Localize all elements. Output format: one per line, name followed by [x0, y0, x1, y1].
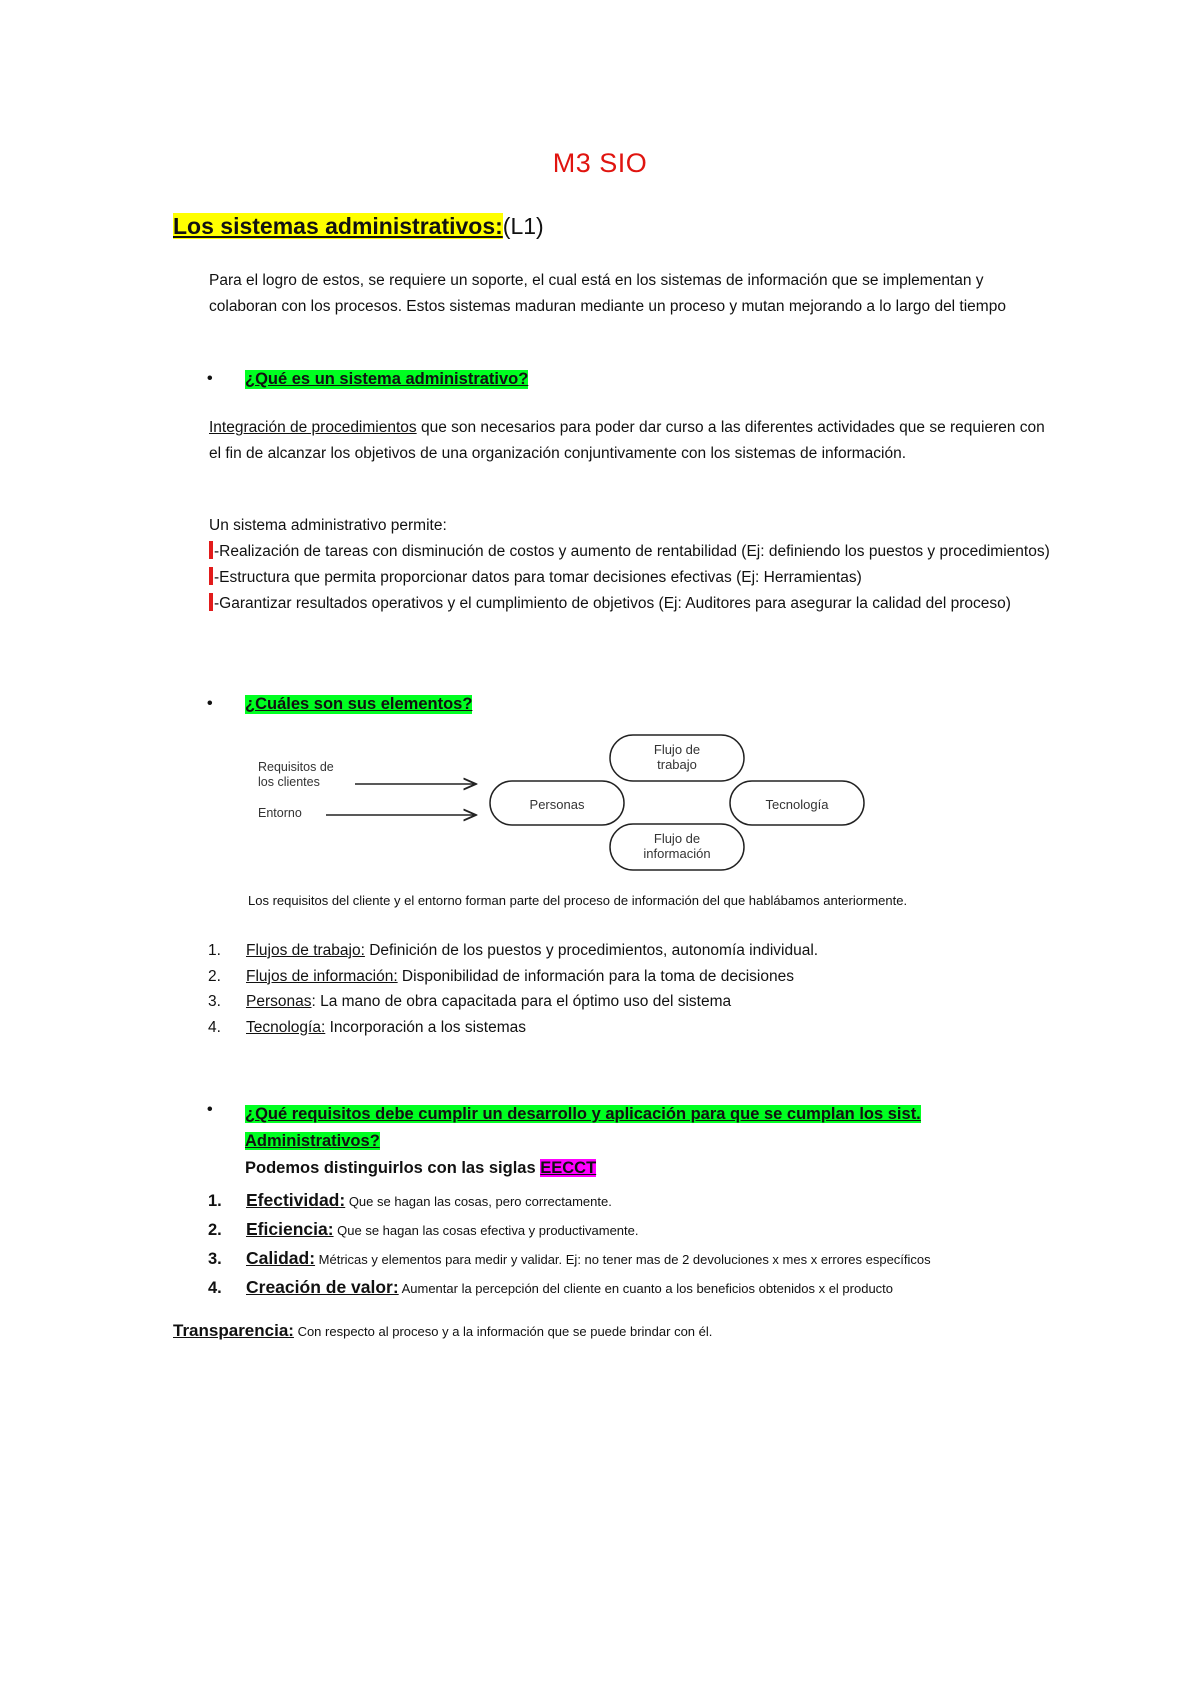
list-item: 2. Flujos de información: Disponibilidad de información para la toma de decisiones: [208, 967, 794, 985]
section-heading-text: Los sistemas administrativos:: [173, 213, 503, 239]
definition-term: Integración de procedimientos: [209, 419, 417, 436]
permite-item: -Garantizar resultados operativos y el cumplimiento de objetivos (Ej: Auditores para asegurar la calidad del proceso): [209, 591, 1069, 617]
permite-item: -Estructura que permita proporcionar datos para tomar decisiones efectivas (Ej: Herramientas): [209, 565, 1069, 591]
list-item: 2. Eficiencia: Que se hagan las cosas efectiva y productivamente.: [208, 1219, 639, 1239]
list-item: 4. Tecnología: Incorporación a los sistemas: [208, 1018, 527, 1036]
node-personas-label: Personas: [529, 797, 585, 812]
node-flujo-informacion-label: información: [643, 846, 711, 861]
question-3: [207, 1101, 921, 1182]
section-heading: [173, 213, 544, 240]
question-3-line1: ¿Qué requisitos debe cumplir un desarrollo y aplicación para que se cumplan los sist.: [245, 1105, 921, 1123]
acronym-badge: EECCT: [540, 1159, 597, 1177]
diagram-caption: Los requisitos del cliente y el entorno forman parte del proceso de información del que hablábamos anteriormente.: [248, 893, 908, 908]
question-3-line3: Podemos distinguirlos con las siglas: [245, 1159, 541, 1177]
diagram-input-label: Entorno: [258, 806, 302, 820]
transparencia-line: [173, 1321, 712, 1341]
diagram-input-label: Requisitos de: [258, 760, 334, 774]
node-flujo-informacion-label: Flujo de: [653, 831, 701, 846]
intro-paragraph: Para el logro de estos, se requiere un soporte, el cual está en los sistemas de información que se implementan y colaboran con los procesos. Estos sistemas maduran mediante un proceso y mutan mejorando a lo largo del tiempo: [209, 272, 1006, 315]
question-1: [207, 370, 528, 389]
permite-block: [209, 513, 1069, 617]
question-2: [207, 695, 472, 714]
transparencia-desc: Con respecto al proceso y a la información que se puede brindar con él.: [293, 1324, 713, 1339]
red-marker-icon: [209, 567, 213, 585]
section-heading-suffix: (L1): [502, 213, 544, 239]
permite-lead: Un sistema administrativo permite:: [209, 517, 447, 534]
list-item: 1. Flujos de trabajo: Definición de los puestos y procedimientos, autonomía individual.: [208, 942, 819, 959]
definition-paragraph: [209, 415, 1049, 467]
list-item: 3. Personas: La mano de obra capacitada para el óptimo uso del sistema: [208, 993, 732, 1010]
page-title: M3 SIO: [552, 148, 648, 178]
requirements-list: [208, 1186, 931, 1302]
bullet-icon: •: [207, 695, 213, 712]
node-tecnologia-label: Tecnología: [765, 797, 829, 812]
list-item: 4. Creación de valor: Aumentar la percepción del cliente en cuanto a los beneficios obtenidos x el producto: [208, 1277, 894, 1297]
elements-list: [208, 938, 818, 1040]
list-item: 1. Efectividad: Que se hagan las cosas, pero correctamente.: [208, 1190, 612, 1210]
definition-text: que son necesarios para poder dar curso a las diferentes actividades que se requieren con el fin de alcanzar los objetivos de una organización conjuntivamente con los sistemas de información.: [209, 419, 1045, 462]
bullet-icon: •: [207, 370, 213, 387]
question-1-text: ¿Qué es un sistema administrativo?: [245, 370, 529, 388]
diagram-input-label: los clientes: [258, 775, 320, 789]
red-marker-icon: [209, 541, 213, 559]
node-flujo-trabajo-label: trabajo: [657, 757, 697, 772]
elements-diagram: [240, 728, 880, 876]
permite-item: -Realización de tareas con disminución de costos y aumento de rentabilidad (Ej: definiendo los puestos y procedimientos): [209, 539, 1069, 565]
transparencia-term: Transparencia:: [173, 1321, 294, 1340]
node-flujo-trabajo-label: Flujo de: [653, 742, 701, 757]
bullet-icon: •: [207, 1101, 213, 1118]
question-2-text: ¿Cuáles son sus elementos?: [245, 695, 473, 713]
red-marker-icon: [209, 593, 213, 611]
list-item: 3. Calidad: Métricas y elementos para medir y validar. Ej: no tener mas de 2 devoluciones x mes x errores específicos: [208, 1248, 931, 1268]
question-3-line2: Administrativos?: [245, 1132, 380, 1150]
